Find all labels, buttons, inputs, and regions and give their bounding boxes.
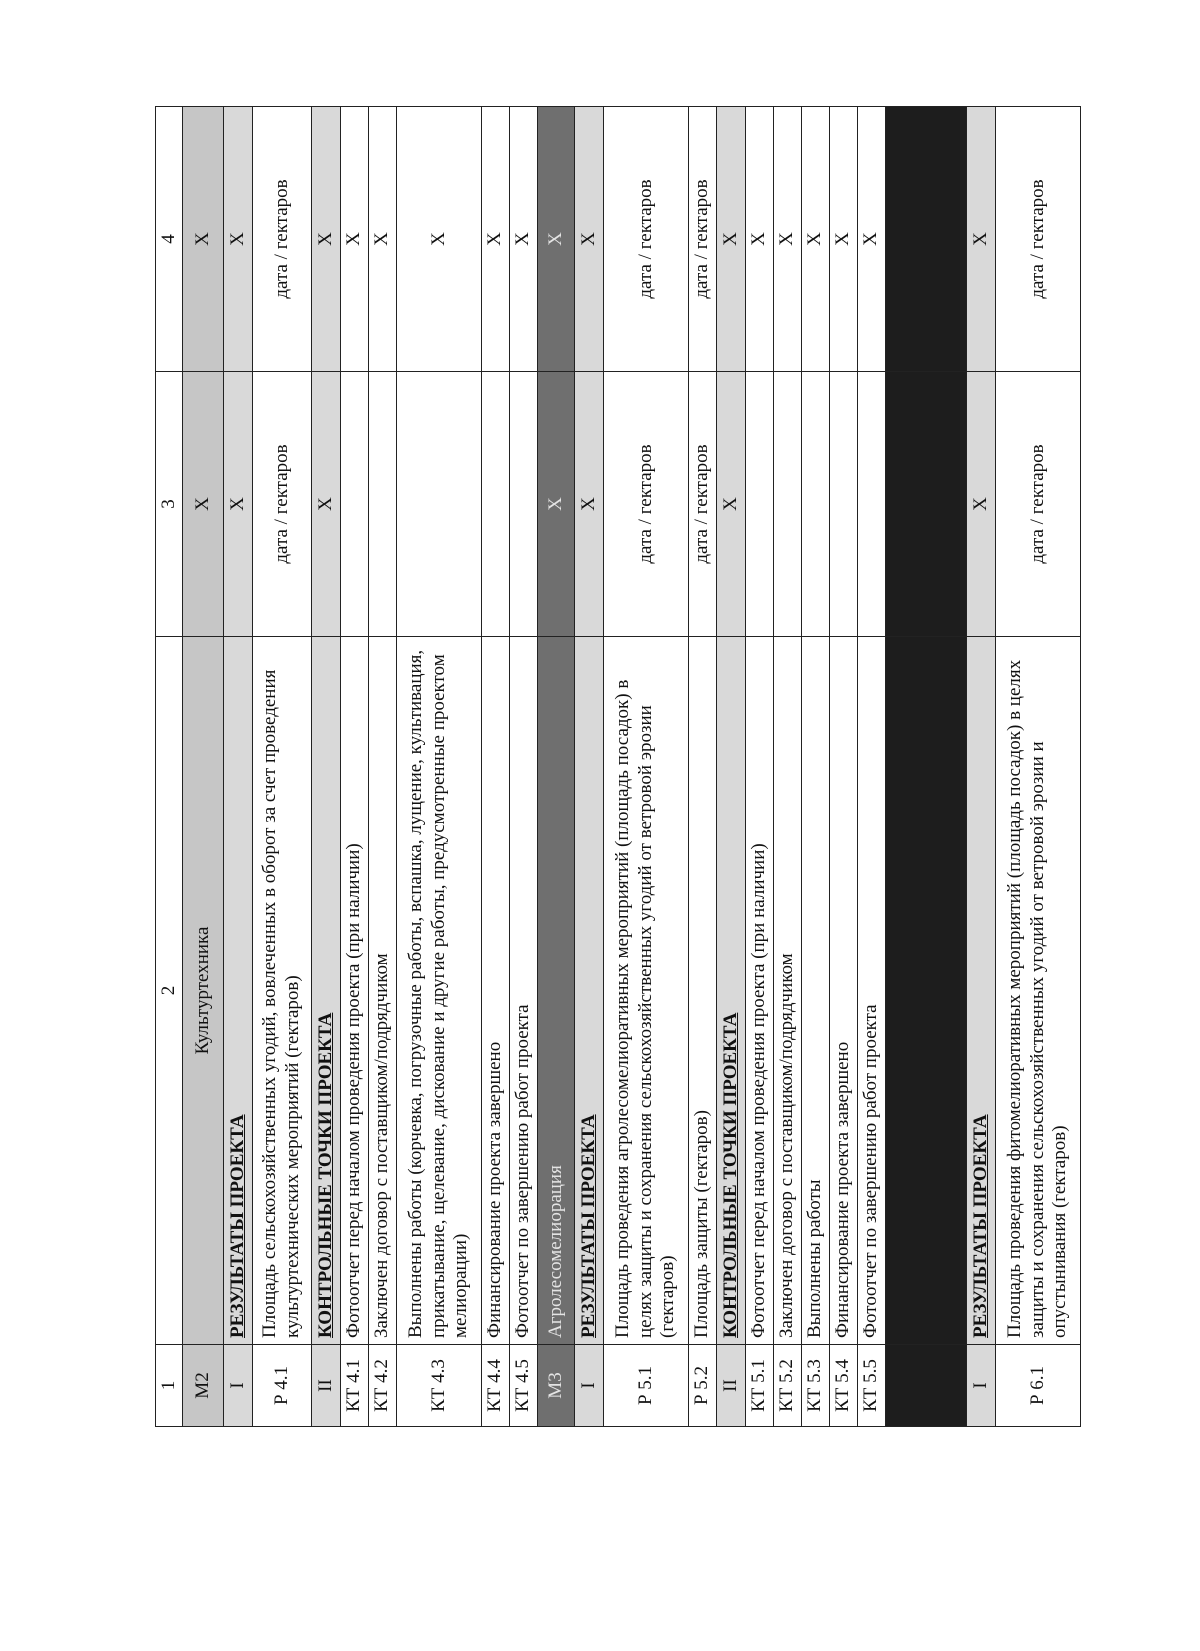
- cell-c4: Х: [224, 107, 253, 372]
- cell-c2: Площадь сельскохозяйственных угодий, вовлеченных в оборот за счет проведения культуртехнических мероприятий (гектаров): [253, 637, 312, 1345]
- cell-c3: дата / гектаров: [996, 372, 1081, 637]
- cell-c2: Заключен договор с поставщиком/подрядчиком: [774, 637, 802, 1345]
- table-row: [575, 107, 604, 1427]
- cell-c4: Х: [830, 107, 858, 372]
- cell-c3: Х: [967, 372, 996, 637]
- cell-c2: [886, 637, 967, 1345]
- table-row: [717, 107, 746, 1427]
- cell-c2: Культуртехника: [183, 637, 224, 1345]
- cell-c3: [802, 372, 830, 637]
- cell-c4: Х: [341, 107, 369, 372]
- table-row: [802, 107, 830, 1427]
- table-row: [774, 107, 802, 1427]
- cell-c1: КТ 4.2: [369, 1345, 397, 1427]
- cell-c4: Х: [397, 107, 482, 372]
- cell-c4: Х: [482, 107, 510, 372]
- cell-c4: Х: [369, 107, 397, 372]
- header-col-2: 2: [156, 637, 183, 1345]
- cell-c2: Фотоотчет перед началом проведения проекта (при наличии): [746, 637, 774, 1345]
- cell-c3: [746, 372, 774, 637]
- cell-c2: Площадь защиты (гектаров): [689, 637, 717, 1345]
- table-row: [967, 107, 996, 1427]
- cell-c1: КТ 4.1: [341, 1345, 369, 1427]
- cell-c2: Финансирование проекта завершено: [482, 637, 510, 1345]
- cell-c1: II: [312, 1345, 341, 1427]
- cell-c1: I: [967, 1345, 996, 1427]
- cell-c2: Фотоотчет по завершению работ проекта: [858, 637, 886, 1345]
- cell-c3: Х: [224, 372, 253, 637]
- cell-c1: [886, 1345, 967, 1427]
- cell-c3: Х: [183, 372, 224, 637]
- cell-c3: [886, 372, 967, 637]
- cell-c3: Х: [717, 372, 746, 637]
- cell-c1: I: [224, 1345, 253, 1427]
- cell-c3: Х: [538, 372, 575, 637]
- cell-c2: Площадь проведения агролесомелиоративных мероприятий (площадь посадок) в целях защиты и сохранения сельскохозяйственных угодий от ветровой эрозии (гектаров): [604, 637, 689, 1345]
- table-row: [369, 107, 397, 1427]
- cell-c4: Х: [717, 107, 746, 372]
- cell-c2: Площадь проведения фитомелиоративных мероприятий (площадь посадок) в целях защиты и сохранения сельскохозяйственных угодий от ветровой эрозии и опустынивания (гектаров): [996, 637, 1081, 1345]
- table-row: [510, 107, 538, 1427]
- cell-c3: Х: [575, 372, 604, 637]
- header-col-3: 3: [156, 372, 183, 637]
- cell-c1: Р 4.1: [253, 1345, 312, 1427]
- header-row: [156, 107, 183, 1427]
- cell-c2: КОНТРОЛЬНЫЕ ТОЧКИ ПРОЕКТА: [717, 637, 746, 1345]
- cell-c1: КТ 5.5: [858, 1345, 886, 1427]
- header-col-4: 4: [156, 107, 183, 372]
- cell-c1: КТ 4.5: [510, 1345, 538, 1427]
- cell-c4: дата / гектаров: [604, 107, 689, 372]
- table-row: [482, 107, 510, 1427]
- cell-c3: [830, 372, 858, 637]
- table-row: [604, 107, 689, 1427]
- cell-c4: Х: [312, 107, 341, 372]
- cell-c3: [510, 372, 538, 637]
- cell-c3: [482, 372, 510, 637]
- cell-c4: Х: [510, 107, 538, 372]
- cell-c2: Выполнены работы: [802, 637, 830, 1345]
- cell-c1: II: [717, 1345, 746, 1427]
- cell-c2: Фотоотчет перед началом проведения проекта (при наличии): [341, 637, 369, 1345]
- cell-c4: Х: [858, 107, 886, 372]
- cell-c4: дата / гектаров: [689, 107, 717, 372]
- cell-c2: РЕЗУЛЬТАТЫ ПРОЕКТА: [575, 637, 604, 1345]
- table-row: [253, 107, 312, 1427]
- cell-c4: Х: [538, 107, 575, 372]
- table-row: [312, 107, 341, 1427]
- cell-c3: [774, 372, 802, 637]
- cell-c4: дата / гектаров: [996, 107, 1081, 372]
- cell-c2: РЕЗУЛЬТАТЫ ПРОЕКТА: [967, 637, 996, 1345]
- cell-c1: М2: [183, 1345, 224, 1427]
- cell-c1: Р 5.2: [689, 1345, 717, 1427]
- table-row: [746, 107, 774, 1427]
- cell-c2: Заключен договор с поставщиком/подрядчиком: [369, 637, 397, 1345]
- cell-c3: Х: [312, 372, 341, 637]
- cell-c1: Р 6.1: [996, 1345, 1081, 1427]
- cell-c2: Агролесомелиорация: [538, 637, 575, 1345]
- rotated-table-container: [155, 107, 1071, 1427]
- cell-c2: РЕЗУЛЬТАТЫ ПРОЕКТА: [224, 637, 253, 1345]
- cell-c4: Х: [774, 107, 802, 372]
- cell-c1: КТ 4.3: [397, 1345, 482, 1427]
- cell-c1: КТ 4.4: [482, 1345, 510, 1427]
- cell-c4: Х: [802, 107, 830, 372]
- cell-c4: Х: [967, 107, 996, 372]
- cell-c3: [341, 372, 369, 637]
- cell-c1: КТ 5.4: [830, 1345, 858, 1427]
- cell-c4: Х: [575, 107, 604, 372]
- table-row: [183, 107, 224, 1427]
- table-row: [858, 107, 886, 1427]
- cell-c1: М3: [538, 1345, 575, 1427]
- table-row: [996, 107, 1081, 1427]
- cell-c1: КТ 5.3: [802, 1345, 830, 1427]
- cell-c3: дата / гектаров: [253, 372, 312, 637]
- table-row: [341, 107, 369, 1427]
- cell-c4: [886, 107, 967, 372]
- cell-c1: КТ 5.1: [746, 1345, 774, 1427]
- cell-c2: Финансирование проекта завершено: [830, 637, 858, 1345]
- cell-c2: Выполнены работы (корчевка, погрузочные работы, вспашка, лущение, культивация, прикатывание, щелевание, дискование и другие работы, предусмотренные проектом мелиорации): [397, 637, 482, 1345]
- cell-c3: [369, 372, 397, 637]
- table-row: [689, 107, 717, 1427]
- cell-c2: КОНТРОЛЬНЫЕ ТОЧКИ ПРОЕКТА: [312, 637, 341, 1345]
- cell-c3: дата / гектаров: [604, 372, 689, 637]
- table-row: [830, 107, 858, 1427]
- table-row: [886, 107, 967, 1427]
- header-col-1: 1: [156, 1345, 183, 1427]
- cell-c1: Р 5.1: [604, 1345, 689, 1427]
- cell-c3: [397, 372, 482, 637]
- cell-c1: КТ 5.2: [774, 1345, 802, 1427]
- cell-c4: дата / гектаров: [253, 107, 312, 372]
- cell-c3: дата / гектаров: [689, 372, 717, 637]
- table-row: [397, 107, 482, 1427]
- cell-c1: I: [575, 1345, 604, 1427]
- table-row: [538, 107, 575, 1427]
- table-row: [224, 107, 253, 1427]
- cell-c4: Х: [183, 107, 224, 372]
- cell-c3: [858, 372, 886, 637]
- cell-c4: Х: [746, 107, 774, 372]
- project-table: [155, 106, 1081, 1427]
- cell-c2: Фотоотчет по завершению работ проекта: [510, 637, 538, 1345]
